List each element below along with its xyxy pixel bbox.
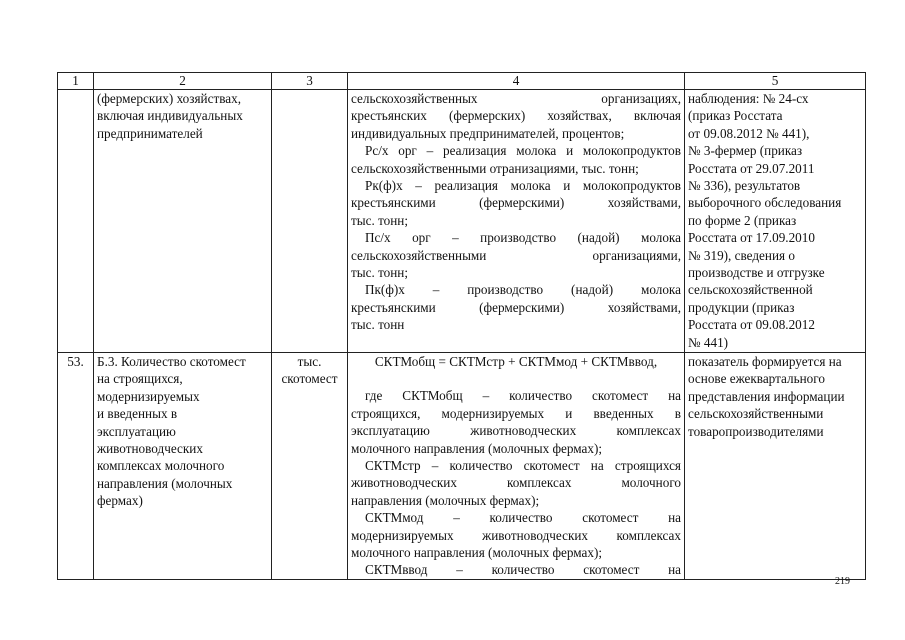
method-line: молочного направления (молочных фермах);: [351, 440, 603, 456]
indicator-name-line: Б.3. Количество скотомест: [97, 354, 246, 369]
indicator-name-line: фермах): [97, 493, 143, 509]
source-line: № 3-фермер (приказ: [688, 143, 803, 159]
indicator-name-line: и введенных в: [97, 406, 178, 422]
indicator-name-line: животноводческих: [97, 441, 203, 457]
source-line: № 441): [688, 334, 729, 350]
indicator-name-line: направления (молочных: [97, 475, 233, 491]
indicator-name-cell: [94, 353, 272, 580]
method-line: крестьянскими (фермерскими) хозяйствами,: [351, 299, 681, 315]
indicator-name-line: на строящихся,: [97, 371, 183, 387]
indicator-name-line: включая индивидуальных: [97, 108, 243, 124]
indicator-name-line: модернизируемых: [97, 388, 200, 404]
source-line: представления информации: [688, 388, 845, 404]
source-cell: [685, 353, 866, 580]
table-row: [58, 90, 866, 353]
header-cell-1: 1: [58, 73, 94, 90]
method-line: направления (молочных фермах);: [351, 492, 540, 508]
source-line: показатель формируется на: [688, 354, 842, 369]
page-number: 219: [835, 576, 850, 587]
method-line: молочного направления (молочных фермах);: [351, 545, 603, 561]
data-table: [57, 72, 866, 580]
source-line: товаропроизводителями: [688, 423, 824, 439]
indicator-name-line: комплексах молочного: [97, 458, 225, 474]
header-cell-3: 3: [272, 73, 348, 90]
source-line: производстве и отгрузке: [688, 265, 825, 281]
formula: СКТМобщ = СКТМстр + СКТМмод + СКТМввод,: [374, 354, 658, 369]
method-line: тыс. тонн;: [351, 265, 409, 281]
method-line: тыс. тонн: [351, 317, 405, 333]
method-line: Рс/х орг – реализация молока и молокопродуктов: [365, 143, 681, 159]
method-line: СКТМстр – количество скотомест на строящихся: [365, 458, 681, 474]
source-line: № 319), сведения о: [688, 247, 795, 263]
source-line: № 336), результатов: [688, 178, 801, 194]
method-line: строящихся, модернизируемых и введенных в: [351, 405, 681, 421]
header-cell-4: 4: [348, 73, 685, 90]
method-line: модернизируемых животноводческих комплексах: [351, 527, 681, 543]
method-cell: [348, 353, 685, 580]
row-number: 53.: [58, 353, 94, 580]
method-line: животноводческих комплексах молочного: [351, 475, 681, 491]
source-line: наблюдения: № 24-сх: [688, 91, 809, 106]
header-row: [58, 73, 866, 90]
unit-line: тыс.: [297, 354, 322, 369]
method-line: сельскохозяйственных организациях,: [351, 91, 681, 106]
unit-line: скотомест: [281, 371, 338, 387]
method-line: сельскохозяйственными отранизациями, тыс. тонн;: [351, 160, 639, 176]
source-line: Росстата от 29.07.2011: [688, 160, 815, 176]
source-line: основе ежеквартального: [688, 371, 825, 387]
spacer: [351, 370, 681, 387]
source-line: от 09.08.2012 № 441),: [688, 125, 810, 141]
method-line: крестьянскими (фермерскими) хозяйствами,: [351, 195, 681, 211]
method-line: СКТМмод – количество скотомест на: [365, 510, 681, 526]
unit-cell: [272, 353, 348, 580]
method-line: крестьянских (фермерских) хозяйствах, включая: [351, 108, 681, 124]
row-number: [58, 90, 94, 353]
source-line: по форме 2 (приказ: [688, 212, 797, 228]
method-line: где СКТМобщ – количество скотомест на: [365, 388, 681, 404]
header-cell-2: 2: [94, 73, 272, 90]
method-line: тыс. тонн;: [351, 212, 409, 228]
header-cell-5: 5: [685, 73, 866, 90]
method-line: сельскохозяйственными организациями,: [351, 247, 681, 263]
source-line: Росстата от 17.09.2010: [688, 230, 815, 246]
indicator-name-cell: [94, 90, 272, 353]
source-line: сельскохозяйственной: [688, 282, 813, 298]
method-line: Пк(ф)х – производство (надой) молока: [365, 282, 681, 298]
source-line: выборочного обследования: [688, 195, 842, 211]
source-line: (приказ Росстата: [688, 108, 783, 124]
method-line: Пс/х орг – производство (надой) молока: [365, 230, 681, 246]
source-cell: [685, 90, 866, 353]
method-cell: [348, 90, 685, 353]
source-line: сельскохозяйственными: [688, 406, 824, 422]
indicator-name-line: предпринимателей: [97, 125, 203, 141]
method-line: индивидуальных предпринимателей, процентов;: [351, 125, 625, 141]
method-line: эксплуатацию животноводческих комплексах: [351, 423, 681, 439]
unit-cell: [272, 90, 348, 353]
source-line: продукции (приказ: [688, 299, 795, 315]
indicator-name-line: эксплуатацию: [97, 423, 176, 439]
source-line: Росстата от 09.08.2012: [688, 317, 815, 333]
method-line: СКТМввод – количество скотомест на: [365, 562, 681, 578]
indicator-name-line: (фермерских) хозяйствах,: [97, 91, 242, 106]
table-row: [58, 353, 866, 580]
method-line: Рк(ф)х – реализация молока и молокопродуктов: [365, 178, 681, 194]
